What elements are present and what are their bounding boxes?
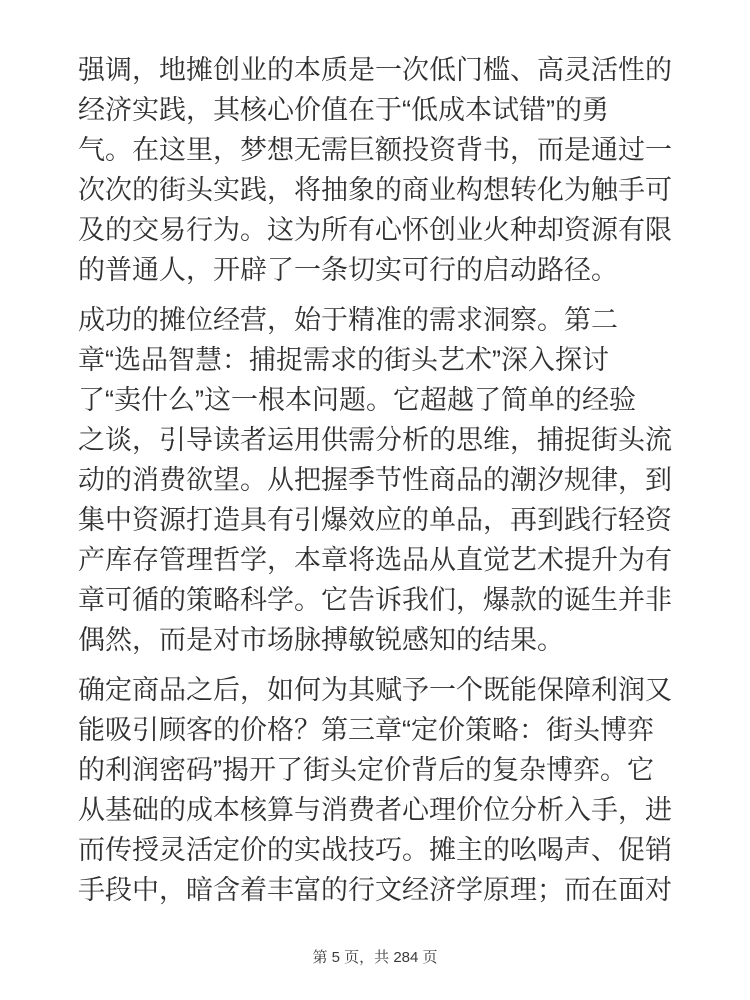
document-body-text <box>78 50 672 910</box>
paragraph <box>78 300 672 660</box>
text-line: 经济实践，其核心价值在于“低成本试错”的勇 <box>78 95 609 125</box>
text-line: 气。在这里，梦想无需巨额投资背书，而是通过一 <box>78 135 672 165</box>
text-line: 动的消费欲望。从把握季节性商品的潮汐规律，到 <box>78 465 672 495</box>
text-line: 次次的街头实践，将抽象的商业构想转化为触手可 <box>78 175 672 205</box>
paragraph <box>78 50 672 290</box>
paragraph <box>78 670 672 910</box>
text-line: 从基础的成本核算与消费者心理价位分析入手，进 <box>78 795 672 825</box>
text-line: 的利润密码”揭开了街头定价背后的复杂博弈。它 <box>78 755 654 785</box>
text-line: 确定商品之后，如何为其赋予一个既能保障利润又 <box>78 675 672 705</box>
text-line: 章可循的策略科学。它告诉我们，爆款的诞生并非 <box>78 585 672 615</box>
text-line: 偶然，而是对市场脉搏敏锐感知的结果。 <box>78 625 564 655</box>
text-line: 之谈，引导读者运用供需分析的思维，捕捉街头流 <box>78 425 672 455</box>
text-line: 了“卖什么”这一根本问题。它超越了简单的经验 <box>78 385 636 415</box>
text-line: 成功的摊位经营，始于精准的需求洞察。第二 <box>78 305 618 335</box>
text-line: 手段中，暗含着丰富的行文经济学原理；而在面对 <box>78 875 672 905</box>
text-line: 章“选品智慧：捕捉需求的街头艺术”深入探讨 <box>78 345 609 375</box>
page-footer <box>0 948 750 968</box>
text-line: 的普通人，开辟了一条切实可行的启动路径。 <box>78 255 618 285</box>
text-line: 能吸引顾客的价格？第三章“定价策略：街头博弈 <box>78 715 654 745</box>
text-line: 及的交易行为。这为所有心怀创业火种却资源有限 <box>78 215 672 245</box>
page-number-label: 第 5 页，共 284 页 <box>312 949 438 966</box>
text-line: 而传授灵活定价的实战技巧。摊主的吆喝声、促销 <box>78 835 672 865</box>
text-line: 产库存管理哲学，本章将选品从直觉艺术提升为有 <box>78 545 672 575</box>
text-line: 强调，地摊创业的本质是一次低门槛、高灵活性的 <box>78 55 672 85</box>
text-line: 集中资源打造具有引爆效应的单品，再到践行轻资 <box>78 505 672 535</box>
